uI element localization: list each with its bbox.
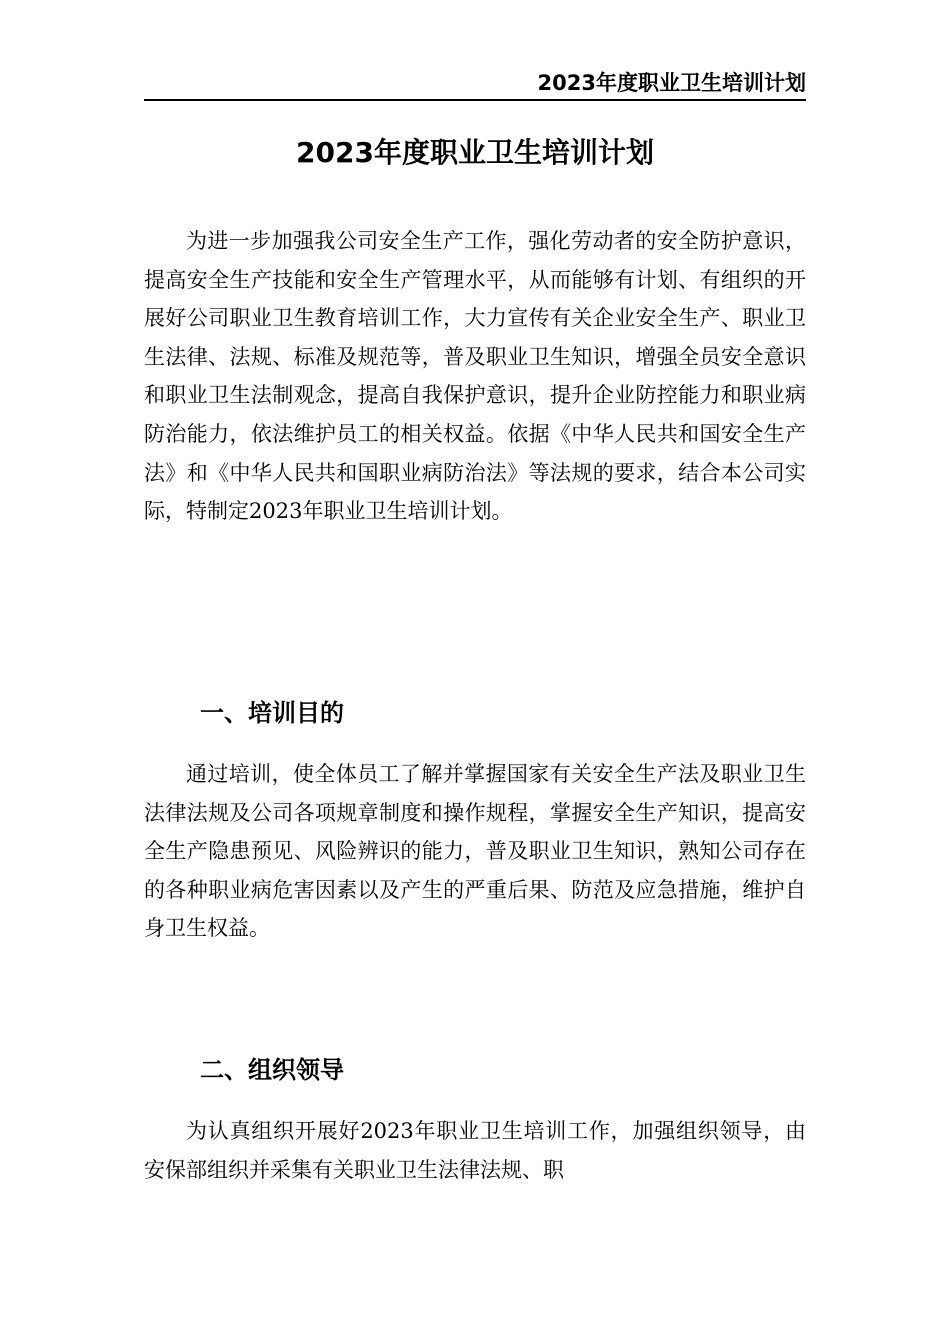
intro-paragraph: 为进一步加强我公司安全生产工作，强化劳动者的安全防护意识，提高安全生产技能和安全生产管理水平，从而能够有计划、有组织的开展好公司职业卫生教育培训工作，大力宣传有关企业安全生产、职业卫生法律、法规、标准及规范等，普及职业卫生知识，增强全员安全意识和职业卫生法制观念，提高自我保护意识，提升企业防控能力和职业病防治能力，依法维护员工的相关权益。依据《中华人民共和国安全生产法》和《中华人民共和国职业病防治法》等法规的要求，结合本公司实际，特制定2023年职业卫生培训计划。 [144,229,806,524]
section-body-training-purpose: 通过培训，使全体员工了解并掌握国家有关安全生产法及职业卫生法律法规及公司各项规章制度和操作规程，掌握安全生产知识，提高安全生产隐患预见、风险辨识的能力，普及职业卫生知识，熟知公司存在的各种职业病危害因素以及产生的严重后果、防范及应急措施，维护自身卫生权益。 [144,762,806,941]
section-heading-organization-leadership: 二、组织领导 [200,1056,344,1084]
section-body-organization-leadership: 为认真组织开展好2023年职业卫生培训工作，加强组织领导，由安保部组织并采集有关职业卫生法律法规、职 [144,1119,806,1182]
running-header: 2023年度职业卫生培训计划 [144,68,806,101]
page-title: 2023年度职业卫生培训计划 [296,136,654,169]
section-heading-training-purpose: 一、培训目的 [200,699,344,727]
